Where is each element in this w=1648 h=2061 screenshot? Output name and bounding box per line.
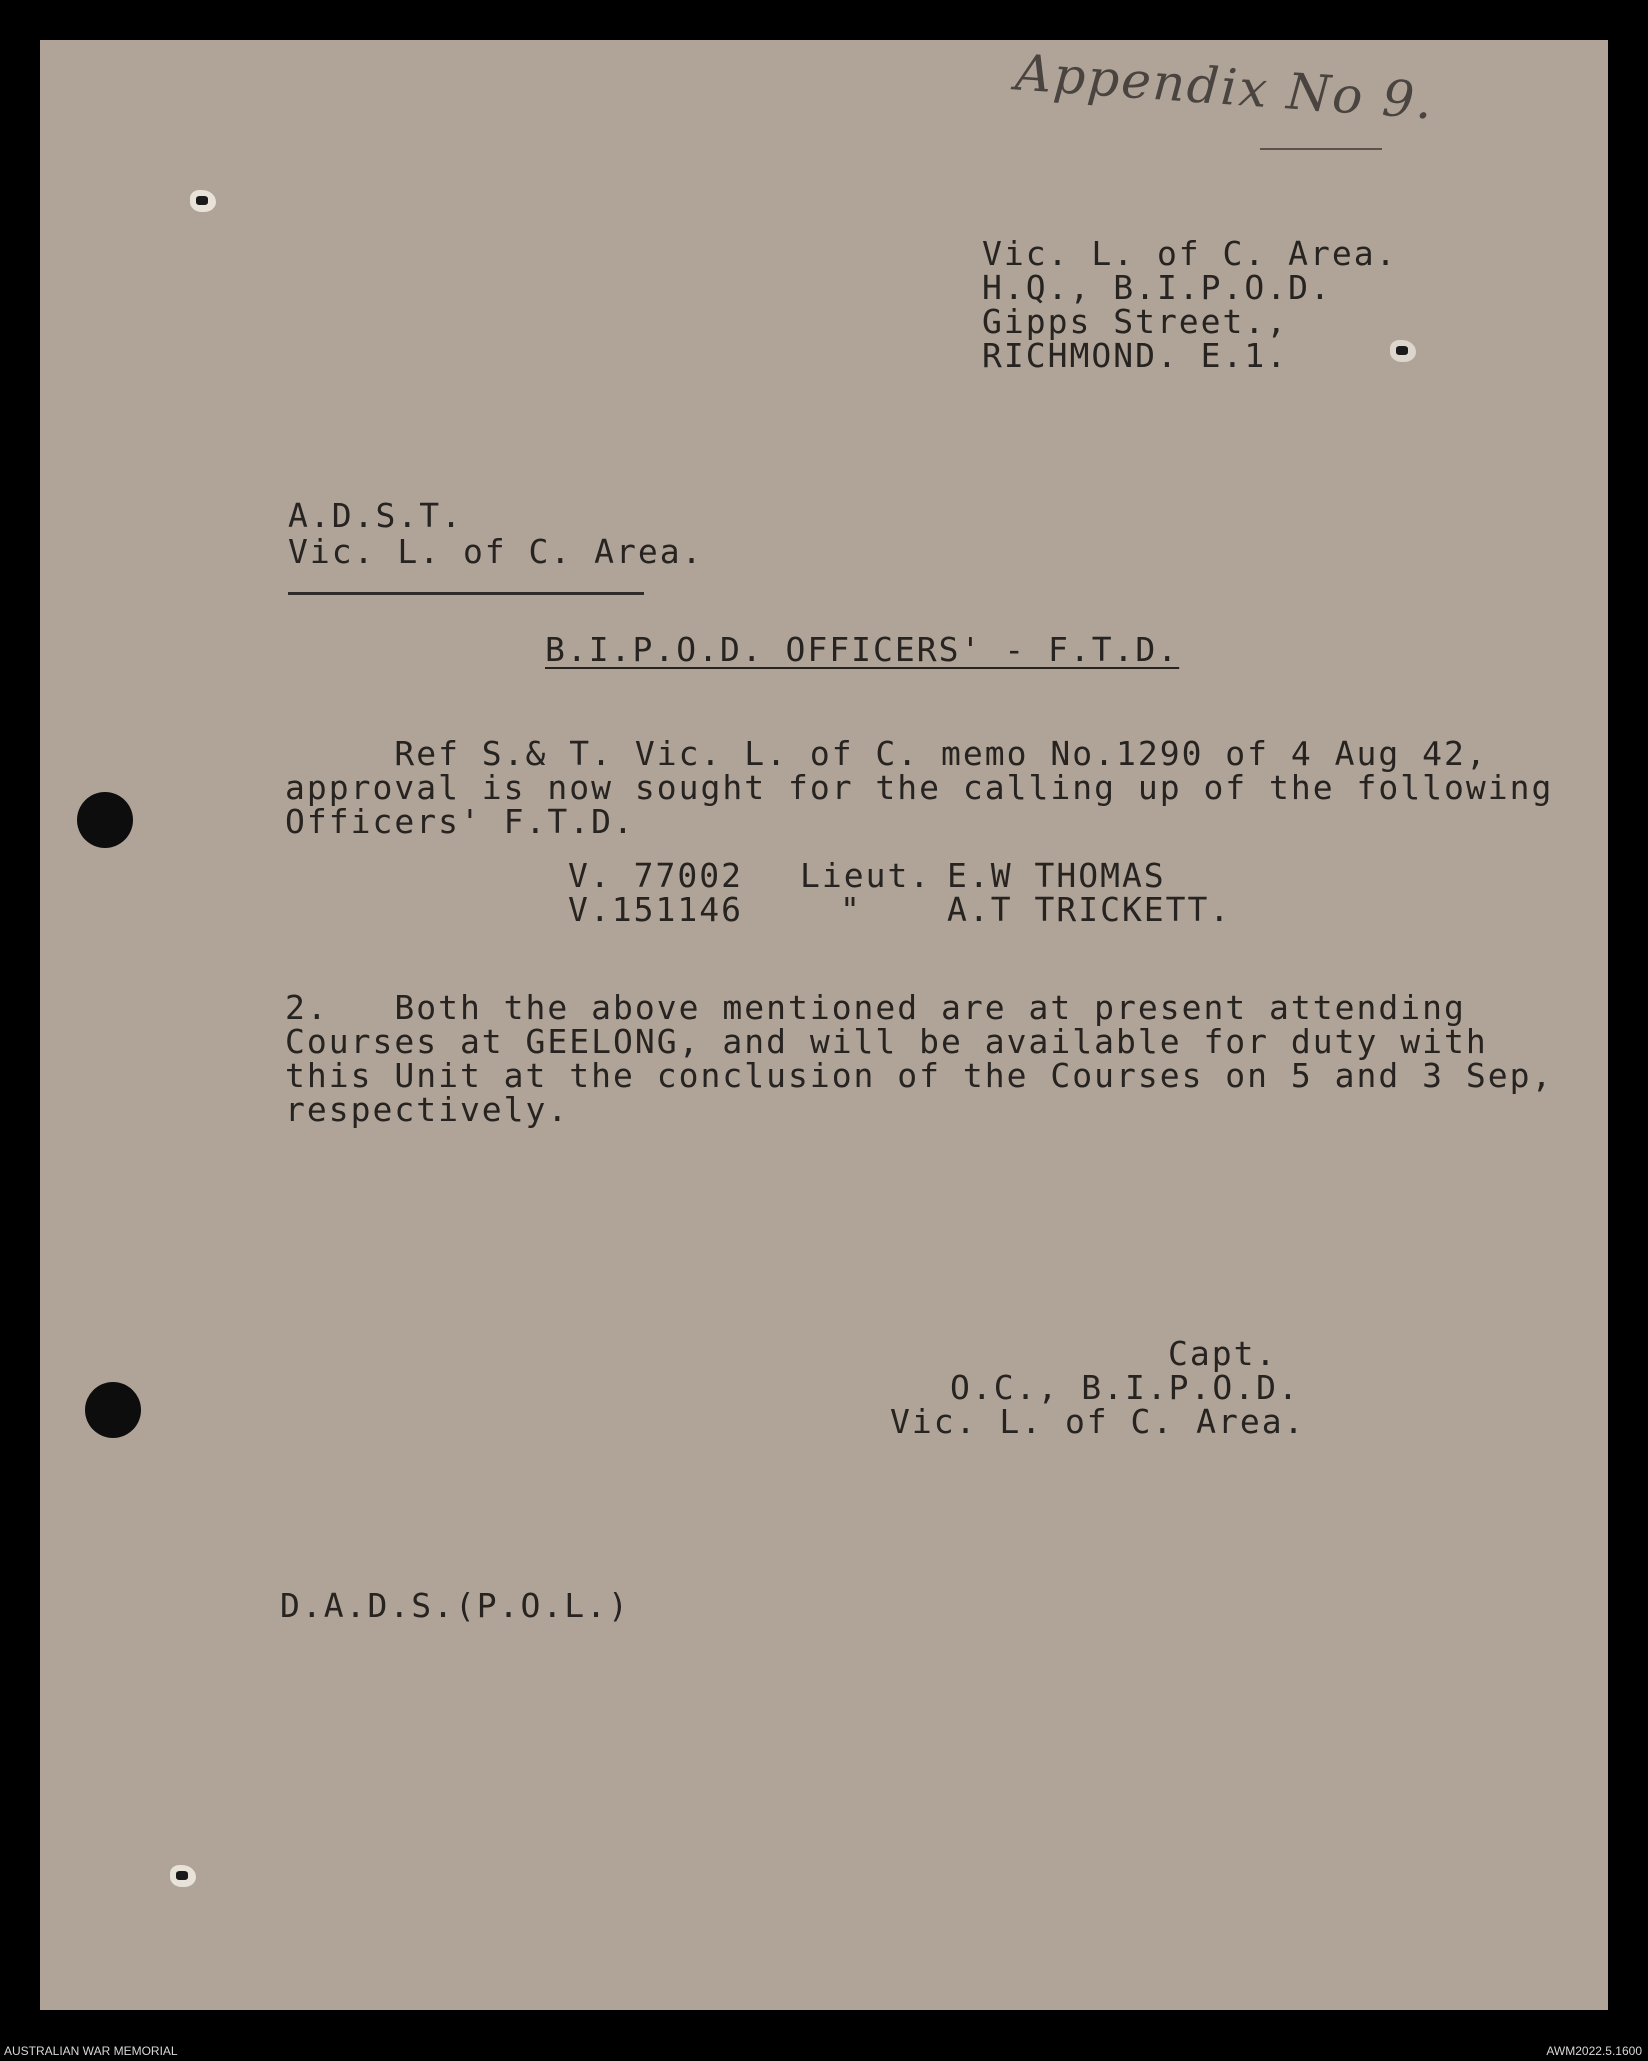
signature-rank: Capt. — [1168, 1334, 1278, 1373]
handwritten-annotation: Appendix No 9. — [1013, 43, 1436, 131]
paragraph-line: approval is now sought for the calling up of the following — [285, 768, 1554, 807]
address-line: RICHMOND. E.1. — [982, 336, 1289, 375]
paragraph-line: Officers' F.T.D. — [285, 802, 635, 841]
officer-number: V. 77002 — [568, 856, 743, 895]
paragraph-line: this Unit at the conclusion of the Courses on 5 and 3 Sep, — [285, 1056, 1554, 1095]
subject-heading: B.I.P.O.D. OFFICERS' - F.T.D. — [545, 630, 1180, 669]
paragraph-line: 2. Both the above mentioned are at present attending — [285, 988, 1466, 1027]
handwritten-underline — [1260, 148, 1382, 150]
paragraph-line: Courses at GEELONG, and will be available for duty with — [285, 1022, 1488, 1061]
recipient-line: A.D.S.T. — [288, 496, 463, 535]
officer-rank: " — [840, 890, 862, 929]
signature-area: Vic. L. of C. Area. — [890, 1402, 1306, 1441]
officer-rank: Lieut. — [800, 856, 932, 895]
signature-title: O.C., B.I.P.O.D. — [950, 1368, 1300, 1407]
recipient-line: Vic. L. of C. Area. — [288, 532, 704, 571]
footer-left: AUSTRALIAN WAR MEMORIAL — [4, 2044, 178, 2058]
paper-tear-top — [190, 190, 216, 212]
address-line: Gipps Street., — [982, 302, 1289, 341]
punch-hole-upper — [77, 792, 133, 848]
copy-to: D.A.D.S.(P.O.L.) — [280, 1586, 630, 1625]
footer-right: AWM2022.5.1600 — [1546, 2044, 1642, 2058]
paper-tear-right — [1390, 340, 1416, 362]
document-page — [40, 40, 1608, 2010]
paragraph-line: Ref S.& T. Vic. L. of C. memo No.1290 of 4 Aug 42, — [285, 734, 1488, 773]
address-line: Vic. L. of C. Area. — [982, 234, 1398, 273]
officer-number: V.151146 — [568, 890, 743, 929]
paper-tear-bottom — [170, 1865, 196, 1887]
officer-name: A.T TRICKETT. — [947, 890, 1232, 929]
recipient-rule — [288, 592, 644, 595]
address-line: H.Q., B.I.P.O.D. — [982, 268, 1332, 307]
punch-hole-lower — [85, 1382, 141, 1438]
officer-name: E.W THOMAS — [947, 856, 1166, 895]
paragraph-line: respectively. — [285, 1090, 570, 1129]
